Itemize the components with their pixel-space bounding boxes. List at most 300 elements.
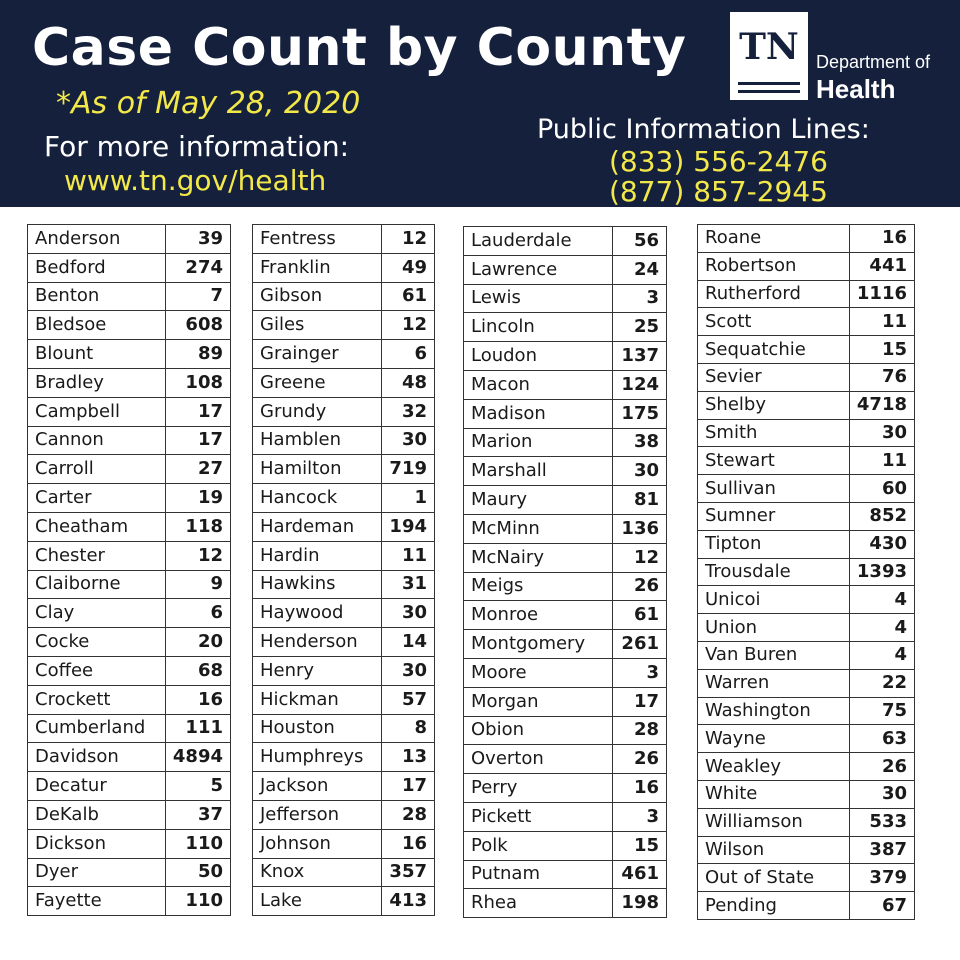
case-count: 11	[849, 308, 914, 336]
county-name: Sevier	[698, 363, 850, 391]
case-count: 533	[849, 808, 914, 836]
case-count: 12	[382, 225, 435, 254]
county-name: Hancock	[253, 484, 382, 513]
county-name: Fayette	[28, 887, 166, 916]
case-count: 17	[613, 687, 667, 716]
county-name: Gibson	[253, 282, 382, 311]
case-count: 7	[165, 282, 230, 311]
table-row	[698, 502, 915, 530]
table-row	[464, 687, 667, 716]
table-row	[253, 599, 435, 628]
county-name: Out of State	[698, 864, 850, 892]
case-count: 27	[165, 455, 230, 484]
case-count: 118	[165, 512, 230, 541]
case-count: 3	[613, 658, 667, 687]
case-count: 24	[613, 255, 667, 284]
case-count: 6	[382, 340, 435, 369]
table-row	[698, 753, 915, 781]
county-name: Washington	[698, 697, 850, 725]
county-name: Hickman	[253, 685, 382, 714]
logo-mark: TN	[739, 26, 799, 68]
county-name: Macon	[464, 370, 613, 399]
table-row	[253, 743, 435, 772]
table-row	[698, 308, 915, 336]
table-row	[28, 570, 231, 599]
table-row	[464, 774, 667, 803]
case-count: 50	[165, 858, 230, 887]
table-row	[464, 428, 667, 457]
case-count: 28	[382, 800, 435, 829]
county-name: Carroll	[28, 455, 166, 484]
county-name: Weakley	[698, 753, 850, 781]
table-row	[28, 541, 231, 570]
case-count: 9	[165, 570, 230, 599]
table-row	[253, 628, 435, 657]
case-count: 194	[382, 512, 435, 541]
case-count: 4894	[165, 743, 230, 772]
county-name: Henry	[253, 656, 382, 685]
county-name: Coffee	[28, 656, 166, 685]
table-row	[28, 743, 231, 772]
table-row	[464, 486, 667, 515]
case-count: 110	[165, 829, 230, 858]
case-count: 49	[382, 253, 435, 282]
county-name: Marion	[464, 428, 613, 457]
case-count: 852	[849, 502, 914, 530]
county-name: Obion	[464, 716, 613, 745]
logo-health: Health	[816, 74, 896, 104]
table-row	[28, 800, 231, 829]
case-count: 31	[382, 570, 435, 599]
table-row	[253, 484, 435, 513]
county-name: Lewis	[464, 284, 613, 313]
table-row	[253, 368, 435, 397]
county-name: Madison	[464, 399, 613, 428]
case-count: 75	[849, 697, 914, 725]
table-row	[464, 658, 667, 687]
case-count: 30	[382, 426, 435, 455]
table-row	[464, 514, 667, 543]
phone-lines-label: Public Information Lines:	[537, 114, 870, 145]
county-name: Dyer	[28, 858, 166, 887]
case-count: 16	[613, 774, 667, 803]
county-name: Putnam	[464, 860, 613, 889]
county-name: Polk	[464, 831, 613, 860]
case-count: 30	[849, 419, 914, 447]
case-count: 26	[613, 572, 667, 601]
table-row	[698, 558, 915, 586]
table-row	[253, 685, 435, 714]
case-count: 4	[849, 614, 914, 642]
table-row	[698, 697, 915, 725]
table-row	[28, 311, 231, 340]
county-name: Bradley	[28, 368, 166, 397]
case-count: 11	[849, 447, 914, 475]
county-name: Johnson	[253, 829, 382, 858]
logo-department: Department of	[816, 52, 931, 72]
table-row	[28, 455, 231, 484]
table-row	[698, 419, 915, 447]
case-count: 274	[165, 253, 230, 282]
table-row	[253, 714, 435, 743]
case-count: 1393	[849, 558, 914, 586]
county-name: Crockett	[28, 685, 166, 714]
county-name: Cannon	[28, 426, 166, 455]
county-name: Houston	[253, 714, 382, 743]
county-name: Grundy	[253, 397, 382, 426]
table-row	[253, 570, 435, 599]
county-name: Rhea	[464, 889, 613, 918]
county-name: Lincoln	[464, 313, 613, 342]
case-count: 15	[613, 831, 667, 860]
case-count: 110	[165, 887, 230, 916]
county-name: Wilson	[698, 836, 850, 864]
table-row	[28, 656, 231, 685]
county-name: Lawrence	[464, 255, 613, 284]
county-name: Benton	[28, 282, 166, 311]
case-count: 28	[613, 716, 667, 745]
table-row	[253, 455, 435, 484]
county-name: Monroe	[464, 601, 613, 630]
case-count: 413	[382, 887, 435, 916]
case-count: 26	[613, 745, 667, 774]
table-row	[698, 225, 915, 253]
case-count: 19	[165, 484, 230, 513]
table-row	[28, 628, 231, 657]
table-row	[28, 512, 231, 541]
table-row	[464, 543, 667, 572]
table-row	[28, 772, 231, 801]
case-count: 4	[849, 641, 914, 669]
county-name: Cumberland	[28, 714, 166, 743]
case-count: 76	[849, 363, 914, 391]
county-name: Jackson	[253, 772, 382, 801]
county-name: Knox	[253, 858, 382, 887]
county-table-1	[27, 224, 231, 916]
table-row	[464, 313, 667, 342]
case-count: 63	[849, 725, 914, 753]
county-name: Hardin	[253, 541, 382, 570]
table-row	[464, 601, 667, 630]
table-row	[28, 368, 231, 397]
table-row	[28, 426, 231, 455]
case-count: 60	[849, 475, 914, 503]
case-count: 30	[849, 780, 914, 808]
table-row	[253, 858, 435, 887]
table-row	[464, 399, 667, 428]
case-count: 1116	[849, 280, 914, 308]
table-row	[28, 340, 231, 369]
table-row	[698, 530, 915, 558]
case-count: 12	[382, 311, 435, 340]
case-count: 111	[165, 714, 230, 743]
county-name: Montgomery	[464, 630, 613, 659]
case-count: 16	[165, 685, 230, 714]
case-count: 461	[613, 860, 667, 889]
county-name: Cocke	[28, 628, 166, 657]
table-row	[698, 808, 915, 836]
table-row	[28, 484, 231, 513]
county-name: Grainger	[253, 340, 382, 369]
case-count: 30	[613, 457, 667, 486]
table-row	[698, 391, 915, 419]
case-count: 430	[849, 530, 914, 558]
county-name: Union	[698, 614, 850, 642]
table-row	[464, 227, 667, 256]
county-name: Roane	[698, 225, 850, 253]
case-count: 441	[849, 252, 914, 280]
county-name: Hamilton	[253, 455, 382, 484]
case-count: 608	[165, 311, 230, 340]
case-count: 3	[613, 284, 667, 313]
tn-logo-box	[730, 12, 808, 100]
case-count: 89	[165, 340, 230, 369]
county-name: Clay	[28, 599, 166, 628]
table-row	[253, 800, 435, 829]
case-count: 13	[382, 743, 435, 772]
county-name: Moore	[464, 658, 613, 687]
logo-rule	[738, 82, 800, 85]
table-row	[698, 641, 915, 669]
county-name: Morgan	[464, 687, 613, 716]
county-name: McNairy	[464, 543, 613, 572]
case-count: 124	[613, 370, 667, 399]
table-row	[698, 336, 915, 364]
table-row	[464, 342, 667, 371]
county-name: Chester	[28, 541, 166, 570]
case-count: 379	[849, 864, 914, 892]
table-row	[28, 858, 231, 887]
table-row	[698, 280, 915, 308]
case-count: 81	[613, 486, 667, 515]
case-count: 56	[613, 227, 667, 256]
county-name: Warren	[698, 669, 850, 697]
case-count: 57	[382, 685, 435, 714]
case-count: 22	[849, 669, 914, 697]
county-name: Loudon	[464, 342, 613, 371]
county-name: Sullivan	[698, 475, 850, 503]
case-count: 136	[613, 514, 667, 543]
county-name: Cheatham	[28, 512, 166, 541]
table-row	[698, 864, 915, 892]
county-name: Meigs	[464, 572, 613, 601]
county-name: Dickson	[28, 829, 166, 858]
case-count: 17	[165, 426, 230, 455]
county-name: Humphreys	[253, 743, 382, 772]
case-count: 17	[165, 397, 230, 426]
table-row	[253, 829, 435, 858]
case-count: 198	[613, 889, 667, 918]
phone-number-2: (877) 857-2945	[609, 175, 828, 208]
county-name: Unicoi	[698, 586, 850, 614]
county-name: Carter	[28, 484, 166, 513]
county-name: Lake	[253, 887, 382, 916]
table-row	[698, 836, 915, 864]
county-name: Haywood	[253, 599, 382, 628]
case-count: 67	[849, 892, 914, 920]
case-count: 12	[613, 543, 667, 572]
info-url: www.tn.gov/health	[64, 164, 327, 197]
table-row	[698, 475, 915, 503]
case-count: 16	[382, 829, 435, 858]
county-name: Overton	[464, 745, 613, 774]
table-row	[464, 255, 667, 284]
case-count: 8	[382, 714, 435, 743]
county-name: Wayne	[698, 725, 850, 753]
case-count: 4	[849, 586, 914, 614]
table-row	[698, 586, 915, 614]
county-table-2	[252, 224, 435, 916]
county-name: Robertson	[698, 252, 850, 280]
table-row	[28, 599, 231, 628]
county-name: Rutherford	[698, 280, 850, 308]
page-title: Case Count by County	[32, 18, 687, 78]
table-row	[698, 447, 915, 475]
table-row	[698, 725, 915, 753]
county-name: Decatur	[28, 772, 166, 801]
table-row	[28, 397, 231, 426]
table-row	[28, 282, 231, 311]
case-count: 26	[849, 753, 914, 781]
case-count: 30	[382, 656, 435, 685]
county-name: Franklin	[253, 253, 382, 282]
table-row	[464, 860, 667, 889]
table-row	[698, 892, 915, 920]
county-name: Lauderdale	[464, 227, 613, 256]
case-count: 17	[382, 772, 435, 801]
case-count: 61	[382, 282, 435, 311]
case-count: 48	[382, 368, 435, 397]
case-count: 5	[165, 772, 230, 801]
county-name: Hardeman	[253, 512, 382, 541]
as-of-date: *As of May 28, 2020	[56, 86, 361, 121]
county-name: Tipton	[698, 530, 850, 558]
table-row	[464, 831, 667, 860]
county-name: Henderson	[253, 628, 382, 657]
county-name: Blount	[28, 340, 166, 369]
case-count: 37	[165, 800, 230, 829]
county-name: Greene	[253, 368, 382, 397]
county-name: DeKalb	[28, 800, 166, 829]
table-row	[253, 253, 435, 282]
table-row	[698, 363, 915, 391]
case-count: 14	[382, 628, 435, 657]
county-name: Pending	[698, 892, 850, 920]
case-count: 108	[165, 368, 230, 397]
county-name: Hamblen	[253, 426, 382, 455]
table-row	[28, 829, 231, 858]
county-name: Marshall	[464, 457, 613, 486]
case-count: 137	[613, 342, 667, 371]
table-row	[464, 716, 667, 745]
case-count: 61	[613, 601, 667, 630]
logo-rule	[738, 90, 800, 93]
table-row	[28, 685, 231, 714]
phone-number-1: (833) 556-2476	[609, 145, 828, 178]
case-count: 6	[165, 599, 230, 628]
county-name: Hawkins	[253, 570, 382, 599]
table-row	[464, 572, 667, 601]
county-name: Scott	[698, 308, 850, 336]
county-name: Sequatchie	[698, 336, 850, 364]
table-row	[253, 340, 435, 369]
county-table-3	[463, 226, 667, 918]
case-count: 30	[382, 599, 435, 628]
case-count: 175	[613, 399, 667, 428]
case-count: 68	[165, 656, 230, 685]
table-row	[464, 802, 667, 831]
county-name: Campbell	[28, 397, 166, 426]
county-name: Claiborne	[28, 570, 166, 599]
case-count: 20	[165, 628, 230, 657]
county-name: Pickett	[464, 802, 613, 831]
county-name: Trousdale	[698, 558, 850, 586]
header-banner	[0, 0, 960, 207]
table-row	[464, 630, 667, 659]
table-row	[28, 887, 231, 916]
county-name: Shelby	[698, 391, 850, 419]
county-name: Bledsoe	[28, 311, 166, 340]
table-row	[253, 772, 435, 801]
county-name: Williamson	[698, 808, 850, 836]
case-count: 4718	[849, 391, 914, 419]
table-row	[253, 311, 435, 340]
case-count: 1	[382, 484, 435, 513]
case-count: 25	[613, 313, 667, 342]
table-row	[464, 370, 667, 399]
table-row	[698, 614, 915, 642]
table-row	[464, 457, 667, 486]
table-row	[253, 426, 435, 455]
tn-health-logo	[730, 12, 945, 102]
county-name: Anderson	[28, 225, 166, 254]
table-row	[698, 252, 915, 280]
county-table-4	[697, 224, 915, 920]
table-row	[253, 512, 435, 541]
county-name: Jefferson	[253, 800, 382, 829]
case-count: 357	[382, 858, 435, 887]
county-name: Maury	[464, 486, 613, 515]
county-name: Van Buren	[698, 641, 850, 669]
table-row	[253, 887, 435, 916]
county-name: Davidson	[28, 743, 166, 772]
table-row	[464, 745, 667, 774]
table-row	[28, 253, 231, 282]
case-count: 15	[849, 336, 914, 364]
county-name: McMinn	[464, 514, 613, 543]
table-row	[464, 889, 667, 918]
county-name: Stewart	[698, 447, 850, 475]
table-row	[698, 780, 915, 808]
case-count: 261	[613, 630, 667, 659]
county-name: White	[698, 780, 850, 808]
county-name: Perry	[464, 774, 613, 803]
table-row	[253, 656, 435, 685]
case-count: 38	[613, 428, 667, 457]
case-count: 39	[165, 225, 230, 254]
county-name: Sumner	[698, 502, 850, 530]
table-row	[253, 282, 435, 311]
case-count: 32	[382, 397, 435, 426]
county-name: Bedford	[28, 253, 166, 282]
county-name: Giles	[253, 311, 382, 340]
table-row	[464, 284, 667, 313]
table-row	[253, 225, 435, 254]
case-count: 387	[849, 836, 914, 864]
case-count: 12	[165, 541, 230, 570]
case-count: 11	[382, 541, 435, 570]
table-row	[698, 669, 915, 697]
